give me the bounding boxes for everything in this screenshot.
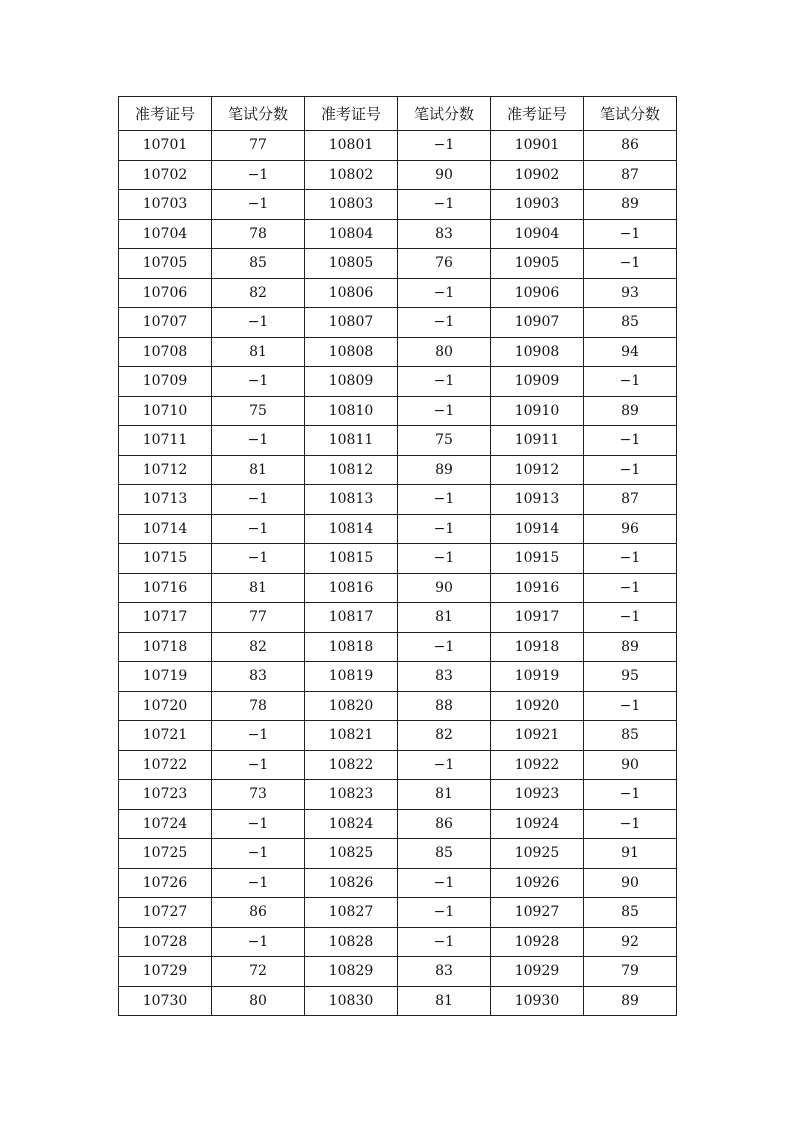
exam-id-cell: 10715	[119, 544, 212, 574]
written-score-cell: −1	[398, 927, 491, 957]
table-body	[119, 131, 677, 1016]
written-score-cell: 85	[584, 721, 677, 751]
written-score-cell: 76	[398, 249, 491, 279]
written-score-cell: 90	[584, 750, 677, 780]
written-score-cell: −1	[584, 544, 677, 574]
written-score-cell: 90	[584, 868, 677, 898]
written-score-cell: 80	[212, 986, 305, 1016]
written-score-cell: −1	[584, 809, 677, 839]
table-row	[119, 839, 677, 869]
written-score-cell: −1	[398, 367, 491, 397]
written-score-cell: 95	[584, 662, 677, 692]
exam-id-cell: 10925	[491, 839, 584, 869]
exam-id-cell: 10702	[119, 160, 212, 190]
written-score-cell: 85	[398, 839, 491, 869]
written-score-cell: 89	[584, 632, 677, 662]
header-written-score-2: 笔试分数	[398, 97, 491, 131]
exam-id-cell: 10811	[305, 426, 398, 456]
table-row	[119, 190, 677, 220]
exam-id-cell: 10903	[491, 190, 584, 220]
exam-id-cell: 10728	[119, 927, 212, 957]
written-score-cell: −1	[398, 868, 491, 898]
table-row	[119, 868, 677, 898]
table-row	[119, 544, 677, 574]
written-score-cell: 78	[212, 219, 305, 249]
exam-id-cell: 10712	[119, 455, 212, 485]
written-score-cell: 75	[398, 426, 491, 456]
exam-id-cell: 10808	[305, 337, 398, 367]
exam-id-cell: 10818	[305, 632, 398, 662]
written-score-cell: 77	[212, 131, 305, 161]
exam-id-cell: 10910	[491, 396, 584, 426]
written-score-cell: −1	[398, 632, 491, 662]
exam-id-cell: 10926	[491, 868, 584, 898]
table-header	[119, 97, 677, 131]
exam-score-table	[118, 96, 677, 1016]
exam-id-cell: 10830	[305, 986, 398, 1016]
written-score-cell: −1	[212, 839, 305, 869]
exam-id-cell: 10829	[305, 957, 398, 987]
written-score-cell: 90	[398, 160, 491, 190]
table-row	[119, 455, 677, 485]
exam-id-cell: 10928	[491, 927, 584, 957]
written-score-cell: 83	[398, 219, 491, 249]
exam-id-cell: 10828	[305, 927, 398, 957]
written-score-cell: −1	[398, 544, 491, 574]
exam-id-cell: 10904	[491, 219, 584, 249]
written-score-cell: 81	[212, 337, 305, 367]
exam-id-cell: 10930	[491, 986, 584, 1016]
exam-id-cell: 10916	[491, 573, 584, 603]
exam-id-cell: 10809	[305, 367, 398, 397]
written-score-cell: 86	[584, 131, 677, 161]
table-row	[119, 219, 677, 249]
written-score-cell: 83	[398, 957, 491, 987]
exam-id-cell: 10927	[491, 898, 584, 928]
exam-id-cell: 10917	[491, 603, 584, 633]
table-row	[119, 691, 677, 721]
written-score-cell: −1	[584, 249, 677, 279]
written-score-cell: −1	[398, 898, 491, 928]
exam-id-cell: 10819	[305, 662, 398, 692]
exam-id-cell: 10827	[305, 898, 398, 928]
written-score-cell: 81	[398, 603, 491, 633]
exam-id-cell: 10901	[491, 131, 584, 161]
exam-id-cell: 10920	[491, 691, 584, 721]
written-score-cell: −1	[584, 219, 677, 249]
written-score-cell: −1	[398, 190, 491, 220]
exam-id-cell: 10717	[119, 603, 212, 633]
exam-id-cell: 10724	[119, 809, 212, 839]
table-row	[119, 957, 677, 987]
exam-id-cell: 10922	[491, 750, 584, 780]
exam-id-cell: 10802	[305, 160, 398, 190]
written-score-cell: 93	[584, 278, 677, 308]
exam-id-cell: 10912	[491, 455, 584, 485]
written-score-cell: 72	[212, 957, 305, 987]
written-score-cell: −1	[212, 544, 305, 574]
exam-id-cell: 10707	[119, 308, 212, 338]
written-score-cell: 78	[212, 691, 305, 721]
table-row	[119, 278, 677, 308]
exam-id-cell: 10725	[119, 839, 212, 869]
written-score-cell: 86	[398, 809, 491, 839]
exam-id-cell: 10921	[491, 721, 584, 751]
written-score-cell: 91	[584, 839, 677, 869]
written-score-cell: −1	[584, 426, 677, 456]
written-score-cell: 88	[398, 691, 491, 721]
table-row	[119, 485, 677, 515]
exam-id-cell: 10708	[119, 337, 212, 367]
written-score-cell: 89	[584, 986, 677, 1016]
written-score-cell: −1	[212, 190, 305, 220]
written-score-cell: −1	[584, 603, 677, 633]
exam-id-cell: 10918	[491, 632, 584, 662]
written-score-cell: 77	[212, 603, 305, 633]
table-row	[119, 927, 677, 957]
exam-id-cell: 10723	[119, 780, 212, 810]
exam-id-cell: 10812	[305, 455, 398, 485]
exam-id-cell: 10816	[305, 573, 398, 603]
exam-id-cell: 10906	[491, 278, 584, 308]
exam-id-cell: 10908	[491, 337, 584, 367]
written-score-cell: 92	[584, 927, 677, 957]
table-row	[119, 308, 677, 338]
exam-id-cell: 10710	[119, 396, 212, 426]
table-row	[119, 721, 677, 751]
exam-id-cell: 10705	[119, 249, 212, 279]
exam-id-cell: 10902	[491, 160, 584, 190]
table-row	[119, 603, 677, 633]
table-row	[119, 160, 677, 190]
table-row	[119, 249, 677, 279]
exam-id-cell: 10915	[491, 544, 584, 574]
written-score-cell: −1	[212, 750, 305, 780]
written-score-cell: 75	[212, 396, 305, 426]
written-score-cell: −1	[398, 485, 491, 515]
table-row	[119, 514, 677, 544]
written-score-cell: −1	[212, 721, 305, 751]
written-score-cell: −1	[212, 426, 305, 456]
header-written-score-3: 笔试分数	[584, 97, 677, 131]
table-row	[119, 426, 677, 456]
written-score-cell: −1	[398, 396, 491, 426]
header-exam-id-3: 准考证号	[491, 97, 584, 131]
exam-id-cell: 10729	[119, 957, 212, 987]
written-score-cell: 94	[584, 337, 677, 367]
exam-id-cell: 10905	[491, 249, 584, 279]
table-row	[119, 396, 677, 426]
exam-id-cell: 10929	[491, 957, 584, 987]
exam-id-cell: 10716	[119, 573, 212, 603]
exam-id-cell: 10701	[119, 131, 212, 161]
exam-id-cell: 10919	[491, 662, 584, 692]
exam-id-cell: 10709	[119, 367, 212, 397]
written-score-cell: −1	[398, 308, 491, 338]
table-row	[119, 367, 677, 397]
written-score-cell: 89	[398, 455, 491, 485]
exam-id-cell: 10822	[305, 750, 398, 780]
written-score-cell: 96	[584, 514, 677, 544]
written-score-cell: 80	[398, 337, 491, 367]
written-score-cell: −1	[212, 308, 305, 338]
exam-id-cell: 10813	[305, 485, 398, 515]
written-score-cell: 89	[584, 396, 677, 426]
table-row	[119, 131, 677, 161]
written-score-cell: 81	[212, 573, 305, 603]
table-row	[119, 573, 677, 603]
exam-id-cell: 10914	[491, 514, 584, 544]
exam-id-cell: 10801	[305, 131, 398, 161]
exam-id-cell: 10704	[119, 219, 212, 249]
exam-id-cell: 10806	[305, 278, 398, 308]
exam-id-cell: 10711	[119, 426, 212, 456]
exam-id-cell: 10805	[305, 249, 398, 279]
table-row	[119, 632, 677, 662]
written-score-cell: −1	[398, 131, 491, 161]
exam-id-cell: 10722	[119, 750, 212, 780]
written-score-cell: 85	[584, 308, 677, 338]
exam-id-cell: 10719	[119, 662, 212, 692]
exam-id-cell: 10814	[305, 514, 398, 544]
exam-id-cell: 10821	[305, 721, 398, 751]
exam-id-cell: 10923	[491, 780, 584, 810]
exam-id-cell: 10807	[305, 308, 398, 338]
exam-id-cell: 10720	[119, 691, 212, 721]
written-score-cell: 82	[398, 721, 491, 751]
written-score-cell: 83	[212, 662, 305, 692]
exam-id-cell: 10909	[491, 367, 584, 397]
written-score-cell: −1	[398, 750, 491, 780]
header-row	[119, 97, 677, 131]
table-row	[119, 750, 677, 780]
exam-id-cell: 10907	[491, 308, 584, 338]
exam-id-cell: 10726	[119, 868, 212, 898]
written-score-cell: −1	[584, 573, 677, 603]
exam-id-cell: 10911	[491, 426, 584, 456]
written-score-cell: 90	[398, 573, 491, 603]
written-score-cell: −1	[212, 927, 305, 957]
exam-id-cell: 10706	[119, 278, 212, 308]
written-score-cell: 79	[584, 957, 677, 987]
exam-id-cell: 10703	[119, 190, 212, 220]
written-score-cell: −1	[398, 514, 491, 544]
written-score-cell: 87	[584, 485, 677, 515]
table-row	[119, 898, 677, 928]
written-score-cell: 85	[212, 249, 305, 279]
written-score-cell: −1	[584, 455, 677, 485]
exam-id-cell: 10924	[491, 809, 584, 839]
header-exam-id-1: 准考证号	[119, 97, 212, 131]
header-exam-id-2: 准考证号	[305, 97, 398, 131]
exam-id-cell: 10815	[305, 544, 398, 574]
written-score-cell: 82	[212, 632, 305, 662]
written-score-cell: 87	[584, 160, 677, 190]
written-score-cell: −1	[212, 514, 305, 544]
written-score-cell: −1	[212, 868, 305, 898]
header-written-score-1: 笔试分数	[212, 97, 305, 131]
written-score-cell: 81	[212, 455, 305, 485]
table-row	[119, 662, 677, 692]
written-score-cell: −1	[398, 278, 491, 308]
written-score-cell: 82	[212, 278, 305, 308]
exam-id-cell: 10810	[305, 396, 398, 426]
exam-id-cell: 10718	[119, 632, 212, 662]
exam-id-cell: 10820	[305, 691, 398, 721]
table-row	[119, 337, 677, 367]
exam-id-cell: 10824	[305, 809, 398, 839]
written-score-cell: 81	[398, 780, 491, 810]
exam-id-cell: 10826	[305, 868, 398, 898]
written-score-cell: 81	[398, 986, 491, 1016]
exam-id-cell: 10825	[305, 839, 398, 869]
written-score-cell: −1	[584, 367, 677, 397]
exam-id-cell: 10721	[119, 721, 212, 751]
written-score-cell: −1	[212, 485, 305, 515]
written-score-cell: −1	[212, 809, 305, 839]
exam-id-cell: 10817	[305, 603, 398, 633]
exam-id-cell: 10913	[491, 485, 584, 515]
exam-id-cell: 10823	[305, 780, 398, 810]
exam-id-cell: 10713	[119, 485, 212, 515]
written-score-cell: −1	[212, 367, 305, 397]
written-score-cell: 83	[398, 662, 491, 692]
exam-id-cell: 10730	[119, 986, 212, 1016]
table-row	[119, 809, 677, 839]
table-row	[119, 986, 677, 1016]
written-score-cell: −1	[584, 691, 677, 721]
written-score-cell: −1	[584, 780, 677, 810]
written-score-cell: −1	[212, 160, 305, 190]
written-score-cell: 86	[212, 898, 305, 928]
exam-id-cell: 10804	[305, 219, 398, 249]
table-row	[119, 780, 677, 810]
written-score-cell: 89	[584, 190, 677, 220]
exam-id-cell: 10803	[305, 190, 398, 220]
exam-id-cell: 10727	[119, 898, 212, 928]
exam-id-cell: 10714	[119, 514, 212, 544]
written-score-cell: 73	[212, 780, 305, 810]
written-score-cell: 85	[584, 898, 677, 928]
